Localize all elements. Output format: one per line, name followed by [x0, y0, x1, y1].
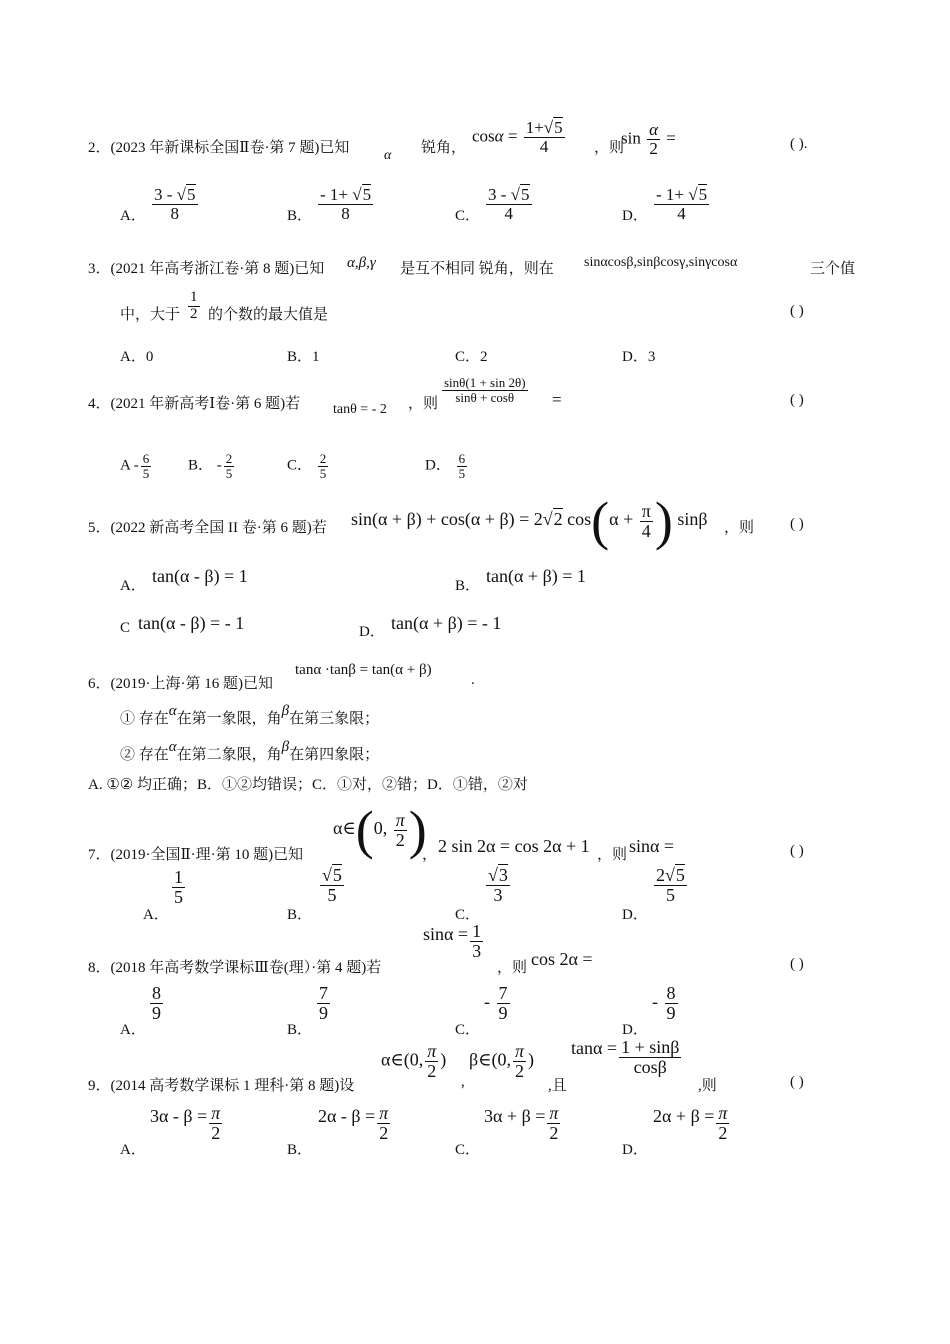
q3-option-a: A．0	[120, 349, 154, 365]
q2-alpha: α	[384, 148, 392, 163]
q5-option-c: tan(α - β) = - 1	[138, 613, 245, 633]
q8-option-b: $\frac{7}{9}$	[319, 983, 328, 1023]
q9-option-a: 3α - β = $\frac{\pi}{2}$	[150, 1103, 221, 1143]
q2-cos-rad: 5	[554, 118, 563, 137]
q2-ze: ，则	[594, 140, 625, 156]
q3-line2-a: 中，大于	[120, 307, 181, 323]
q9-tan: tanα = $\frac{1 + \sin\beta}{\cos\beta}$	[571, 1037, 680, 1077]
q2-eq: =	[666, 128, 676, 148]
q3-option-c: C．2	[455, 349, 488, 365]
q2-sin-expr	[621, 121, 676, 158]
q7-option-a-label: A．	[143, 907, 169, 923]
q2-option-a-label: A．	[120, 208, 146, 224]
q4-ze: ，则	[408, 396, 439, 412]
q3-vars: α,β,γ	[347, 255, 376, 271]
q5-ze: ，则	[724, 520, 755, 536]
q9-qie: ,且	[548, 1078, 567, 1094]
q7-ask: sinα =	[629, 836, 675, 856]
q9-option-b-label: B．	[287, 1142, 313, 1158]
q9-option-d-label: D．	[622, 1142, 648, 1158]
q8-answer-paren: ( )	[790, 956, 804, 972]
q7-option-c-label: C．	[455, 907, 481, 923]
q8-option-b-label: B．	[287, 1022, 313, 1038]
q2-answer-paren: ( ).	[790, 136, 808, 152]
q8-cond: sinα = $\frac{1}{3}$	[423, 921, 482, 961]
q3-option-d: D．3	[622, 349, 656, 365]
q7-comma: ，	[422, 847, 438, 863]
q8-option-c: - $\frac{7}{9}$	[484, 983, 508, 1023]
q4-cond: tanθ = - 2	[333, 402, 387, 417]
q9-cond-beta: β∈(0, $\frac{\pi}{2}$ )	[469, 1041, 535, 1081]
q7-cond: 2 sin 2α = cos 2α + 1	[438, 836, 590, 856]
q9-option-c: 3α + β = $\frac{\pi}{2}$	[484, 1103, 559, 1143]
q6-statement-2: ② 存在α在第二象限，角β在第四象限；	[120, 739, 380, 763]
q5-option-b-label: B．	[455, 578, 481, 594]
q5-option-d: tan(α + β) = - 1	[391, 613, 502, 633]
q5-option-a-label: A．	[120, 578, 146, 594]
q2-option-b-label: B．	[287, 208, 313, 224]
q6-dot: .	[471, 672, 475, 688]
q4-option-d: D． $\frac{6}{5}$	[425, 451, 466, 481]
q2-ruijiao: 锐角，	[421, 140, 467, 156]
q5-option-b: tan(α + β) = 1	[486, 566, 586, 586]
q9-option-d: 2α + β = $\frac{\pi}{2}$	[653, 1103, 728, 1143]
q8-stem: 8．(2018 年高考数学课标Ⅲ卷(理）·第 4 题)若	[88, 960, 382, 976]
q7-option-a: $\frac{1}{5}$	[174, 867, 183, 907]
q4-expr: $\frac{\sin\theta(1 + \sin 2\theta)}{\sin\theta + \cos\theta}$	[444, 375, 526, 405]
q3-line2-b: 的个数的最大值是	[208, 307, 329, 323]
q2-option-d-label: D．	[622, 208, 648, 224]
q2-cos-num: 1+	[525, 118, 544, 137]
q8-option-d: - $\frac{8}{9}$	[652, 983, 676, 1023]
q3-answer-paren: ( )	[790, 303, 804, 319]
q3-half: $\frac{1}{2}$	[190, 289, 198, 322]
q8-ask: cos 2α =	[531, 949, 593, 969]
q4-option-a: A - $\frac{6}{5}$	[120, 451, 150, 481]
q2-half-den: 2	[649, 138, 658, 158]
q5-option-d-label: D．	[359, 624, 385, 640]
q2-option-b: $\frac{- 1+ √5}{8}$	[320, 185, 372, 223]
q5-option-a: tan(α - β) = 1	[152, 566, 248, 586]
q5-option-c-label: C	[120, 620, 131, 636]
q7-ze: ，则	[597, 847, 628, 863]
q8-ze: ，则	[497, 960, 528, 976]
q6-statement-1: ① 存在α在第一象限，角β在第三象限；	[120, 703, 380, 727]
q8-option-a: $\frac{8}{9}$	[152, 983, 161, 1023]
q4-option-b: B． - $\frac{2}{5}$	[188, 451, 233, 481]
q2-option-c-label: C．	[455, 208, 481, 224]
q5-stem: 5．(2022 新高考全国 II 卷·第 6 题)若	[88, 520, 327, 536]
q9-option-a-label: A．	[120, 1142, 146, 1158]
q2-sin-fn: sin	[621, 128, 641, 148]
q8-option-a-label: A．	[120, 1022, 146, 1038]
q4-option-c: C． $\frac{2}{5}$	[287, 451, 327, 481]
q6-answers: A. ①② 均正确；B．①②均错误；C．①对，②错；D．①错，②对	[88, 777, 528, 793]
q2-cos-expr: cosα = $\frac{1+√5}{4}$	[472, 118, 563, 156]
q5-expr: sin(α + β) + cos(α + β) = 2√2 cos(α + $\frac{\pi}{4}$ ) sinβ	[351, 491, 708, 551]
q8-option-c-label: C．	[455, 1022, 481, 1038]
q3-stem: 3．(2021 年高考浙江卷·第 8 题)已知	[88, 261, 325, 277]
q9-answer-paren: ( )	[790, 1074, 804, 1090]
q2-option-d: $\frac{- 1+ √5}{4}$	[656, 185, 708, 223]
q7-option-b-label: B．	[287, 907, 313, 923]
q4-stem: 4．(2021 年新高考Ⅰ卷·第 6 题)若	[88, 396, 301, 412]
q7-stem: 7．(2019·全国Ⅱ·理·第 10 题)已知	[88, 847, 304, 863]
q2-option-a: $\frac{3 - √5}{8}$	[154, 185, 196, 223]
q7-answer-paren: ( )	[790, 843, 804, 859]
q3-mid: 是互不相同 锐角，则在	[400, 261, 554, 277]
q9-cond-alpha: α∈(0, $\frac{\pi}{2}$ )	[381, 1041, 447, 1081]
q4-answer-paren: ( )	[790, 392, 804, 408]
q3-tail: 三个值	[810, 261, 856, 277]
q7-option-d: $\frac{2√5}{5}$	[656, 865, 685, 905]
q9-option-c-label: C．	[455, 1142, 481, 1158]
q6-cond: tanα ·tanβ = tan(α + β)	[295, 662, 432, 678]
q2-half-num: α	[649, 120, 659, 139]
q7-option-b: $\frac{√5}{5}$	[322, 865, 342, 905]
q2-stem: 2．(2023 年新课标全国Ⅱ卷·第 7 题)已知	[88, 140, 350, 156]
q2-cos-fn: cos	[472, 126, 495, 146]
q6-stem: 6．(2019·上海·第 16 题)已知	[88, 676, 273, 692]
q7-interval: α∈(0, $\frac{\pi}{2}$ )	[333, 800, 427, 860]
q3-option-b: B．1	[287, 349, 320, 365]
q2-cos-den: 4	[539, 136, 549, 156]
q4-eq: =	[552, 390, 562, 409]
q7-option-d-label: D．	[622, 907, 648, 923]
q7-option-c: $\frac{√3}{3}$	[488, 865, 508, 905]
q8-option-d-label: D．	[622, 1022, 648, 1038]
q2-option-c: $\frac{3 - √5}{4}$	[488, 185, 530, 223]
q9-ze: ,则	[698, 1078, 717, 1094]
q3-expr: sinαcosβ,sinβcosγ,sinγcosα	[584, 255, 738, 270]
q5-answer-paren: ( )	[790, 516, 804, 532]
q9-stem: 9．(2014 高考数学课标 1 理科·第 8 题)设	[88, 1078, 355, 1094]
q9-option-b: 2α - β = $\frac{\pi}{2}$	[318, 1103, 389, 1143]
q9-comma: ,	[461, 1074, 465, 1090]
